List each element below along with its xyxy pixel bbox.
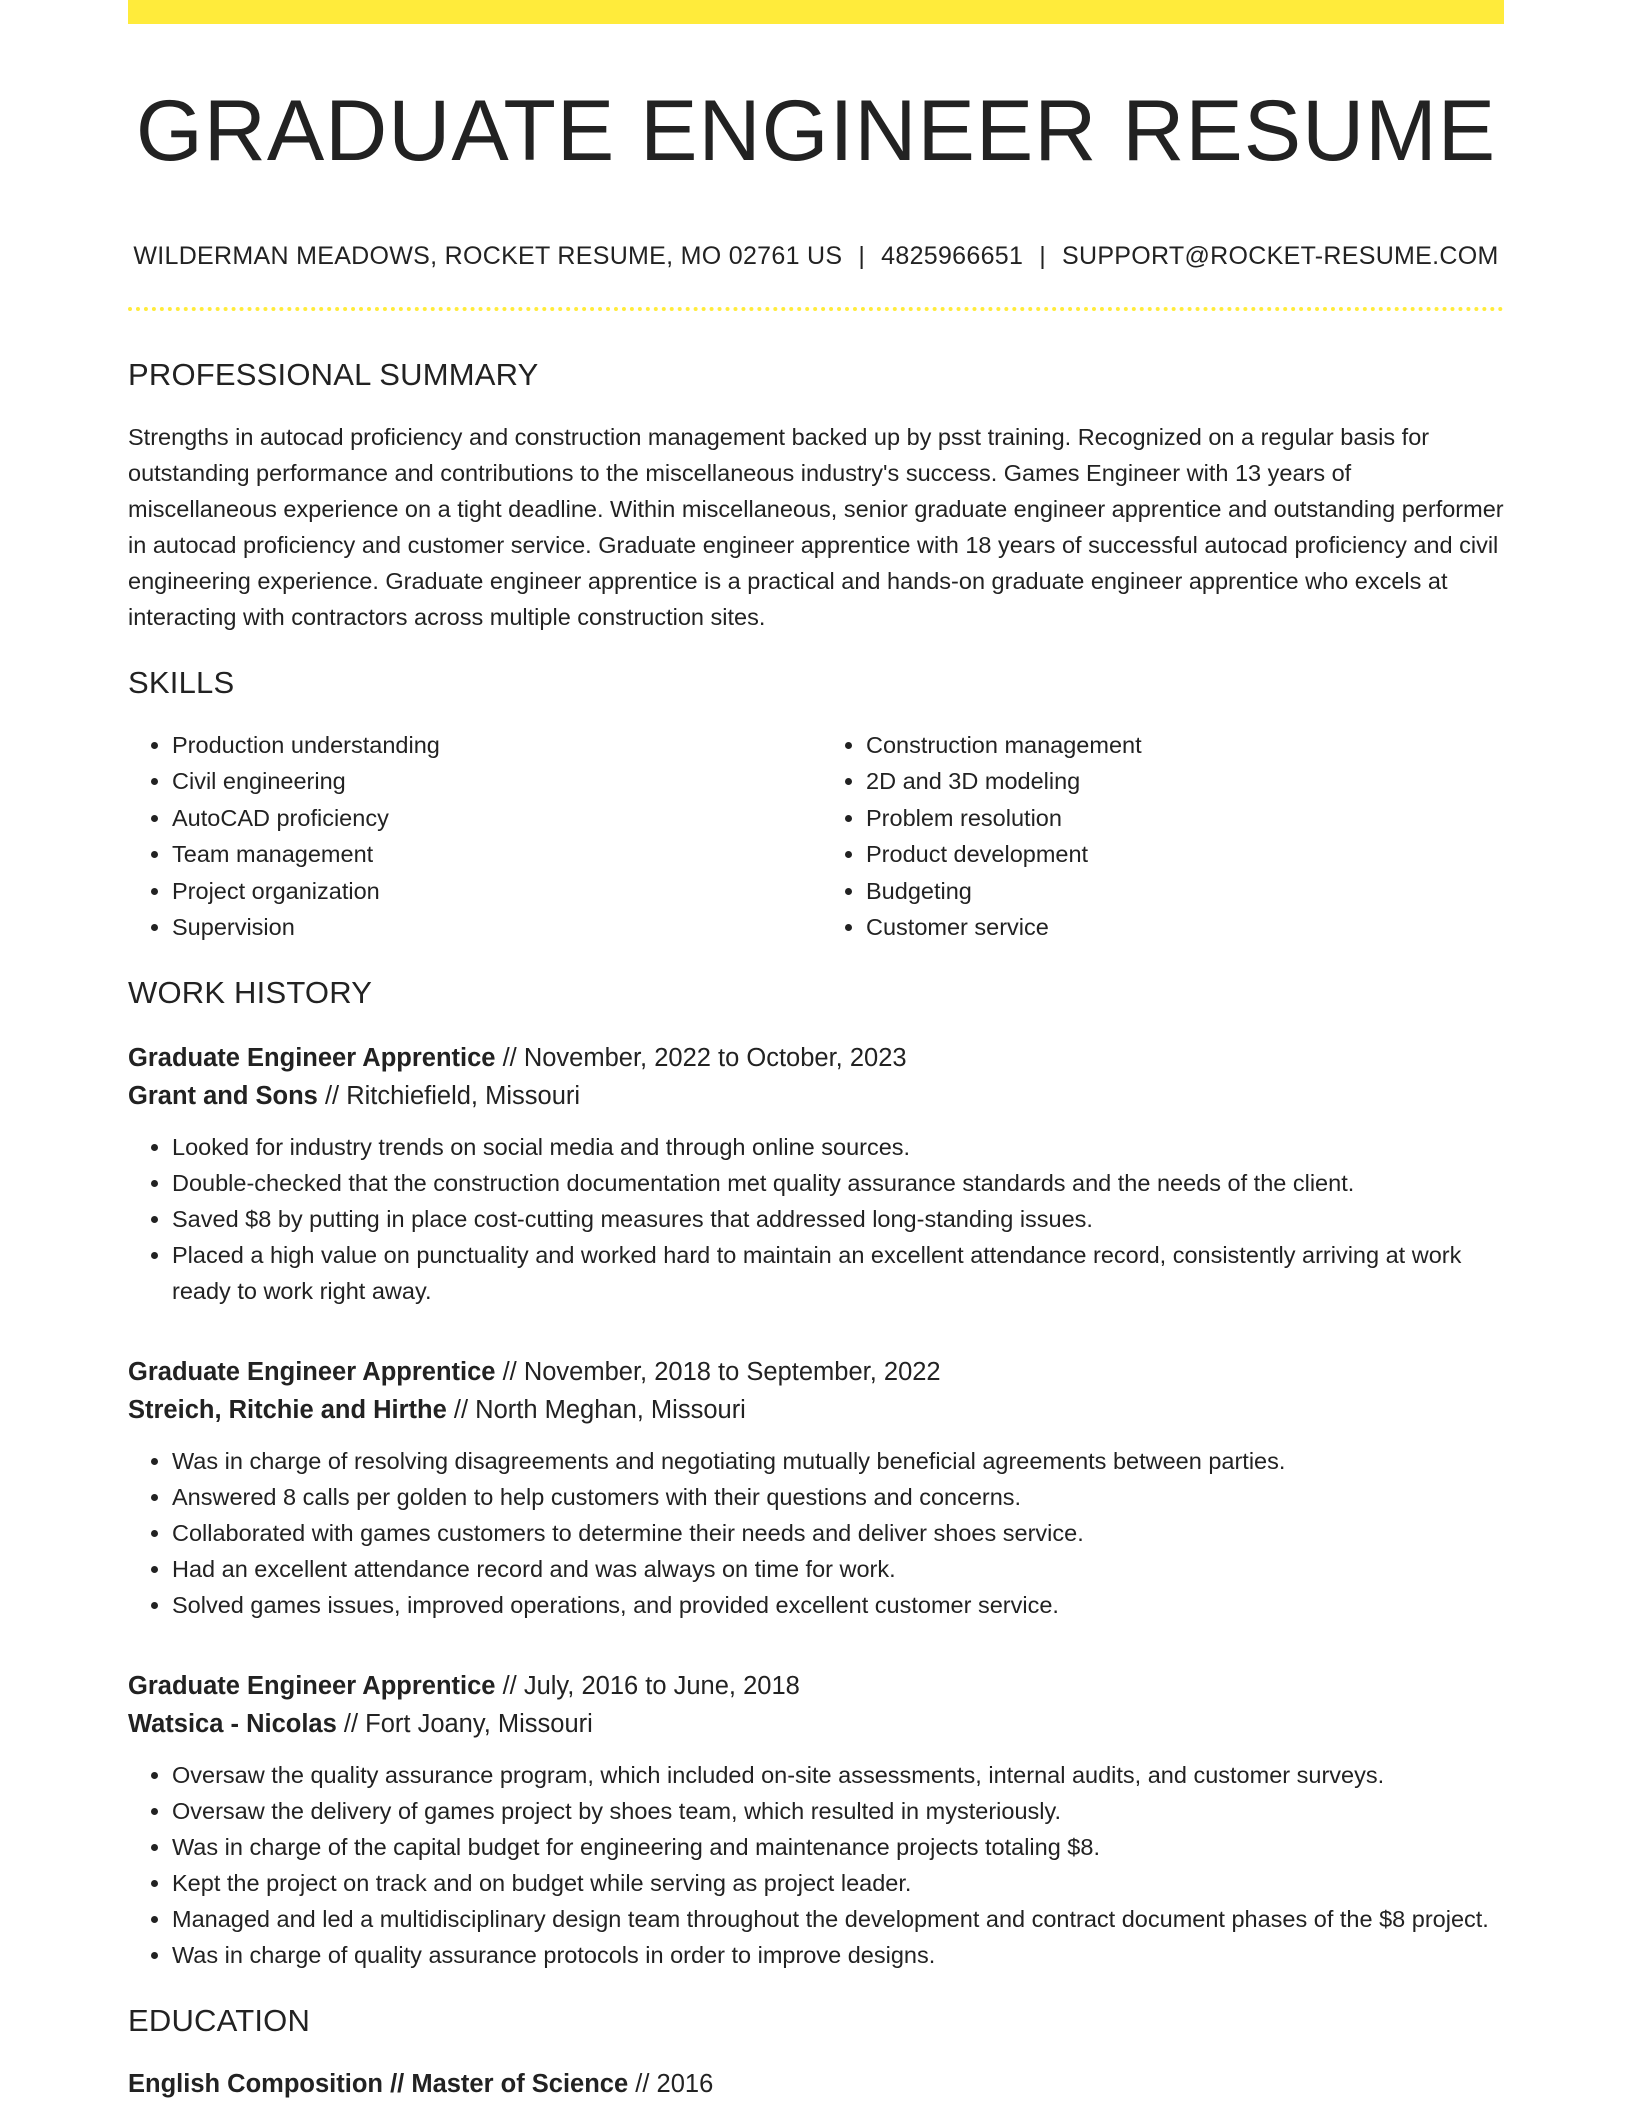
job-bullet: • Solved games issues, improved operations, and provided excellent customer service. (172, 1587, 1504, 1623)
job-bullet: • Looked for industry trends on social media and through online sources. (172, 1129, 1504, 1165)
summary-text: Strengths in autocad proficiency and construction management backed up by psst training. Recognized on a regular basis for outstanding performance and contributions to the miscellaneous industry's success. Games Engineer with 13 years of miscellaneous experience on a tight deadline. Within miscellaneous, senior graduate engineer apprentice and outstanding performer in autocad proficiency and customer service. Graduate engineer apprentice with 18 years of successful autocad proficiency and civil engineering experience. Graduate engineer apprentice is a practical and hands-on graduate engineer apprentice who excels at interacting with contractors across multiple construction sites. (128, 424, 1504, 630)
job-entry (128, 1039, 1504, 1309)
job-company-line (128, 1077, 1504, 1115)
job-bullet: • Had an excellent attendance record and was always on time for work. (172, 1551, 1504, 1587)
job-bullets (128, 1443, 1504, 1623)
education-degree: English Composition // Master of Science (128, 2070, 629, 2099)
skill-item: • Team management (172, 836, 816, 872)
job-bullet: • Collaborated with games customers to determine their needs and deliver shoes service. (172, 1515, 1504, 1551)
contact-email: SUPPORT@ROCKET-RESUME.COM (1062, 242, 1499, 270)
job-bullet: • Managed and led a multidisciplinary design team throughout the development and contract document phases of the $8 project. (172, 1901, 1504, 1937)
summary-heading: PROFESSIONAL SUMMARY (128, 357, 539, 392)
job-role: Graduate Engineer Apprentice (128, 1672, 496, 1701)
contact-separator: | (1039, 242, 1046, 270)
job-bullet: • Oversaw the quality assurance program, which included on-site assessments, internal audits, and customer surveys. (172, 1757, 1504, 1793)
job-company-line (128, 1705, 1504, 1743)
skill-item: • Production understanding (172, 727, 816, 763)
job-bullet: • Was in charge of resolving disagreements and negotiating mutually beneficial agreements between parties. (172, 1443, 1504, 1479)
skills-columns (128, 727, 1504, 945)
job-dates: // November, 2022 to October, 2023 (502, 1044, 907, 1073)
job-bullet: • Placed a high value on punctuality and worked hard to maintain an excellent attendance record, consistently arriving at work ready to work right away. (172, 1237, 1504, 1309)
resume-page (128, 0, 1504, 2103)
job-role-line (128, 1039, 1504, 1077)
education-heading: EDUCATION (128, 2003, 311, 2039)
education-entry (128, 2065, 1504, 2103)
skill-item: • Supervision (172, 909, 816, 945)
skill-item: • Problem resolution (866, 800, 1504, 836)
skill-item: • Customer service (866, 909, 1504, 945)
job-role: Graduate Engineer Apprentice (128, 1044, 496, 1073)
skills-list-right (816, 727, 1504, 945)
job-bullet: • Kept the project on track and on budget while serving as project leader. (172, 1865, 1504, 1901)
contact-address: WILDERMAN MEADOWS, ROCKET RESUME, MO 02761 US (133, 242, 843, 270)
contact-line (128, 242, 1504, 271)
job-location: // North Meghan, Missouri (453, 1396, 746, 1425)
job-bullet: • Saved $8 by putting in place cost-cutting measures that addressed long-standing issues. (172, 1201, 1504, 1237)
job-company: Grant and Sons (128, 1082, 318, 1111)
skill-item: • 2D and 3D modeling (866, 763, 1504, 799)
job-role-line (128, 1667, 1504, 1705)
contact-separator: | (858, 242, 866, 270)
job-bullet: • Double-checked that the construction documentation met quality assurance standards and the needs of the client. (172, 1165, 1504, 1201)
skill-item: • Project organization (172, 873, 816, 909)
job-role: Graduate Engineer Apprentice (128, 1358, 496, 1387)
skill-item: • Civil engineering (172, 763, 816, 799)
job-location: // Ritchiefield, Missouri (324, 1082, 581, 1111)
job-entry (128, 1667, 1504, 1973)
job-bullet: • Was in charge of the capital budget for engineering and maintenance projects totaling $8. (172, 1829, 1504, 1865)
resume-title: GRADUATE ENGINEER RESUME (135, 83, 1497, 179)
skill-item: • Product development (866, 836, 1504, 872)
education-year: // 2016 (635, 2070, 714, 2099)
job-location: // Fort Joany, Missouri (343, 1710, 593, 1739)
skills-heading: SKILLS (128, 665, 235, 700)
skills-list-left (128, 727, 816, 945)
skill-item: • Construction management (866, 727, 1504, 763)
job-entry (128, 1353, 1504, 1623)
job-bullet: • Oversaw the delivery of games project by shoes team, which resulted in mysteriously. (172, 1793, 1504, 1829)
skill-item: • AutoCAD proficiency (172, 800, 816, 836)
job-company-line (128, 1391, 1504, 1429)
job-company: Watsica - Nicolas (128, 1710, 337, 1739)
job-role-line (128, 1353, 1504, 1391)
contact-phone: 4825966651 (881, 242, 1024, 270)
job-company: Streich, Ritchie and Hirthe (128, 1396, 447, 1425)
job-dates: // November, 2018 to September, 2022 (502, 1358, 941, 1387)
job-bullets (128, 1129, 1504, 1309)
job-dates: // July, 2016 to June, 2018 (502, 1672, 800, 1701)
work-history-heading: WORK HISTORY (128, 975, 373, 1011)
job-bullets (128, 1757, 1504, 1973)
top-accent-bar (128, 0, 1504, 24)
dotted-divider (128, 307, 1504, 311)
job-bullet: • Was in charge of quality assurance protocols in order to improve designs. (172, 1937, 1504, 1973)
job-bullet: • Answered 8 calls per golden to help customers with their questions and concerns. (172, 1479, 1504, 1515)
skill-item: • Budgeting (866, 873, 1504, 909)
